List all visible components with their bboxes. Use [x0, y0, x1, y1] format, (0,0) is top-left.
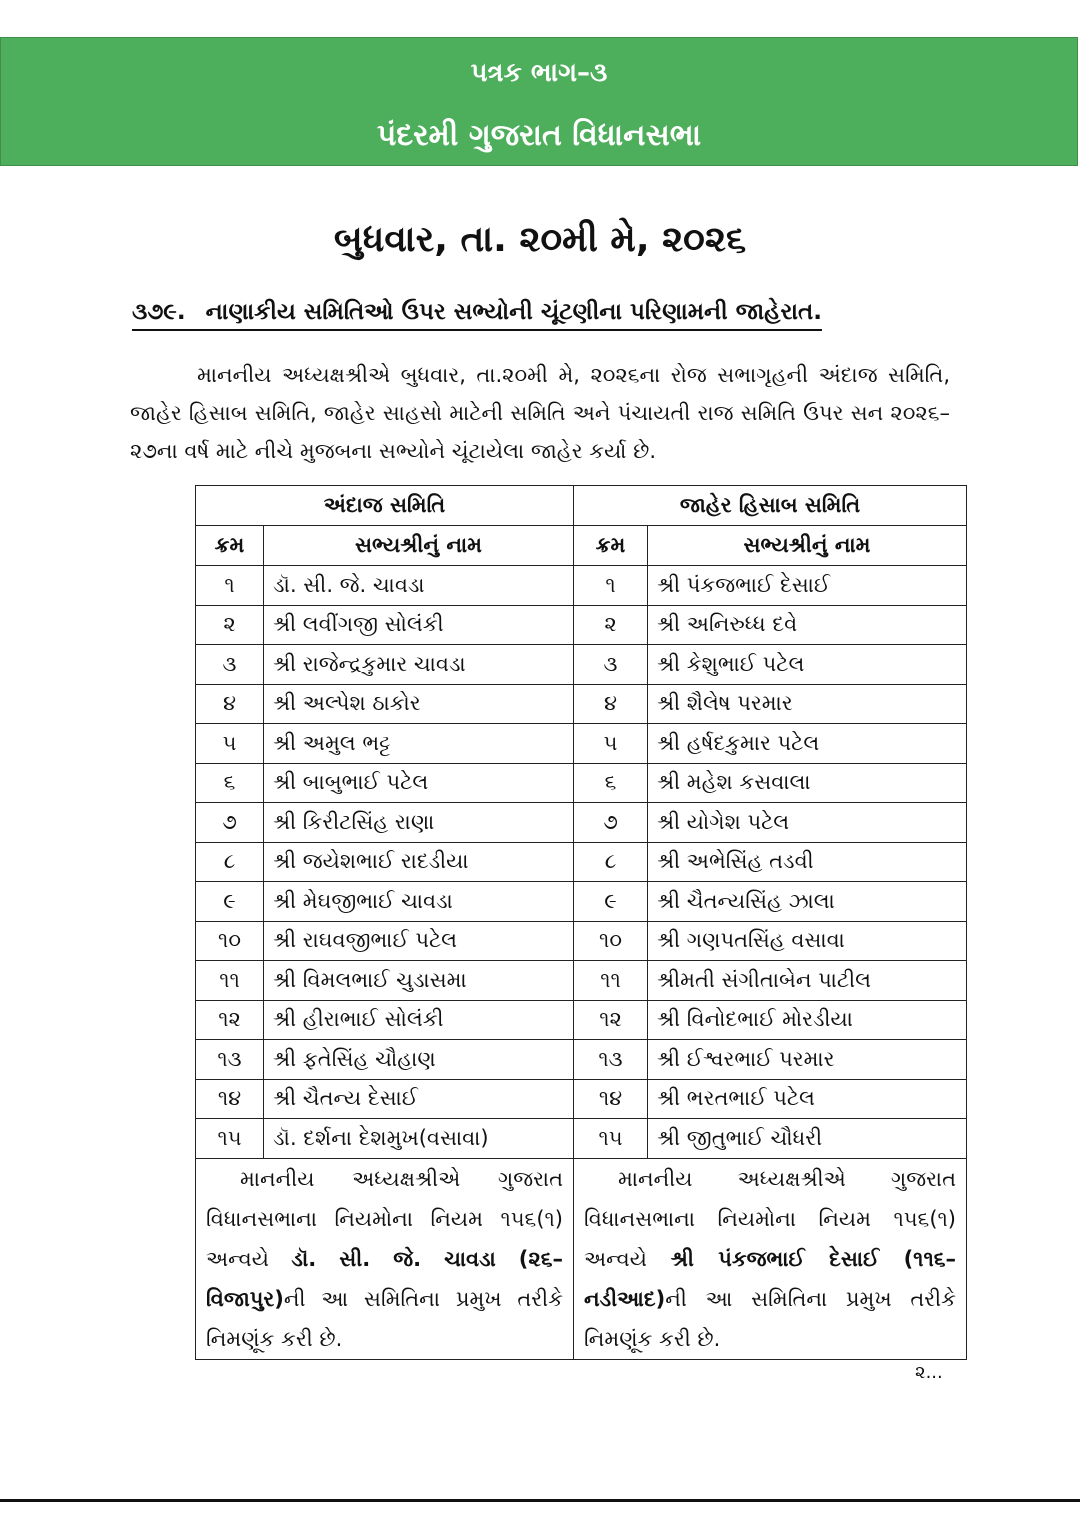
member-name-cell: શ્રી શૈલેષ પરમાર	[648, 684, 967, 724]
serial-number-cell: ૧૧	[196, 961, 264, 1001]
committee-table	[195, 485, 967, 1360]
serial-number-cell: ૧૨	[574, 1000, 648, 1040]
member-name-cell: શ્રીમતી સંગીતાબેન પાટીલ	[648, 961, 967, 1001]
member-name-cell: શ્રી ઈશ્વરભાઈ પરમાર	[648, 1040, 967, 1080]
chairman-note	[574, 1158, 967, 1359]
member-name-cell: શ્રી ગણપતસિંહ વસાવા	[648, 921, 967, 961]
serial-number-cell: ૨	[574, 605, 648, 645]
serial-number-cell: ૧૪	[574, 1079, 648, 1119]
serial-number-cell: ૬	[574, 763, 648, 803]
serial-number-cell: ૨	[196, 605, 264, 645]
chairman-note-row	[196, 1158, 967, 1359]
name-column-header: સભ્યશ્રીનું નામ	[264, 526, 574, 566]
section-number: ૩૭૯.	[132, 299, 186, 325]
serial-number-cell: ૪	[574, 684, 648, 724]
member-name-cell: ડૉ. સી. જે. ચાવડા	[264, 566, 574, 606]
member-name-cell: શ્રી અનિરુધ્ધ દવે	[648, 605, 967, 645]
member-name-cell: શ્રી ચૈતન્યસિંહ ઝાલા	[648, 882, 967, 922]
public-accounts-committee-header: જાહેર હિસાબ સમિતિ	[574, 486, 967, 526]
member-name-cell: શ્રી લવીંગજી સોલંકી	[264, 605, 574, 645]
member-name-cell: શ્રી મહેશ કસવાલા	[648, 763, 967, 803]
chairman-name: ડૉ. સી. જે. ચાવડા (૨૬–વિજાપુર)	[206, 1246, 563, 1311]
member-name-cell: શ્રી મેઘજીભાઈ ચાવડા	[264, 882, 574, 922]
serial-number-cell: ૧૩	[196, 1040, 264, 1080]
table-row	[196, 684, 967, 724]
assembly-title: પંદરમી ગુજરાત વિધાનસભા	[376, 118, 702, 153]
table-row	[196, 921, 967, 961]
serial-column-header: ક્રમ	[196, 526, 264, 566]
member-name-cell: શ્રી રાજેન્દ્રકુમાર ચાવડા	[264, 645, 574, 685]
table-row	[196, 605, 967, 645]
serial-number-cell: ૭	[196, 803, 264, 843]
member-name-cell: શ્રી પંકજભાઈ દેસાઈ	[648, 566, 967, 606]
section-heading	[132, 296, 822, 331]
serial-number-cell: ૧૦	[574, 921, 648, 961]
serial-number-cell: ૪	[196, 684, 264, 724]
table-row	[196, 645, 967, 685]
serial-number-cell: ૩	[574, 645, 648, 685]
serial-number-cell: ૮	[574, 842, 648, 882]
table-row	[196, 1000, 967, 1040]
serial-number-cell: ૧૪	[196, 1079, 264, 1119]
chairman-note	[196, 1158, 574, 1359]
member-name-cell: શ્રી હીરાભાઈ સોલંકી	[264, 1000, 574, 1040]
column-header-row	[196, 526, 967, 566]
chairman-note-lead: માનનીય અધ્યક્ષશ્રીએ ગુજરાત વિધાનસભાના નિયમોના નિયમ ૧૫૬(૧) અન્વયે	[206, 1166, 563, 1271]
member-name-cell: શ્રી અલ્પેશ ઠાકોર	[264, 684, 574, 724]
member-name-cell: શ્રી કિરીટસિંહ રાણા	[264, 803, 574, 843]
serial-number-cell: ૭	[574, 803, 648, 843]
table-row	[196, 882, 967, 922]
member-name-cell: શ્રી યોગેશ પટેલ	[648, 803, 967, 843]
name-column-header: સભ્યશ્રીનું નામ	[648, 526, 967, 566]
serial-number-cell: ૧	[196, 566, 264, 606]
serial-number-cell: ૮	[196, 842, 264, 882]
serial-number-cell: ૩	[196, 645, 264, 685]
serial-number-cell: ૧૫	[574, 1119, 648, 1159]
header-banner	[0, 37, 1078, 166]
member-name-cell: શ્રી ભરતભાઈ પટેલ	[648, 1079, 967, 1119]
serial-number-cell: ૯	[196, 882, 264, 922]
member-name-cell: શ્રી અભેસિંહ તડવી	[648, 842, 967, 882]
publication-part-title: પત્રક ભાગ–૩	[470, 58, 608, 88]
estimates-committee-header: અંદાજ સમિતિ	[196, 486, 574, 526]
serial-number-cell: ૧૨	[196, 1000, 264, 1040]
serial-number-cell: ૯	[574, 882, 648, 922]
serial-number-cell: ૧૦	[196, 921, 264, 961]
serial-column-header: ક્રમ	[574, 526, 648, 566]
member-name-cell: શ્રી અમુલ ભટ્ટ	[264, 724, 574, 764]
member-name-cell: ડૉ. દર્શના દેશમુખ(વસાવા)	[264, 1119, 574, 1159]
footer-rule	[0, 1499, 1080, 1502]
table-row	[196, 842, 967, 882]
table-row	[196, 1040, 967, 1080]
table-row	[196, 763, 967, 803]
chairman-note-tail: ની આ સમિતિના પ્રમુખ તરીકે નિમણૂંક કરી છે.	[584, 1286, 956, 1351]
chairman-note-lead: માનનીય અધ્યક્ષશ્રીએ ગુજરાત વિધાનસભાના નિયમોના નિયમ ૧૫૬(૧) અન્વયે	[584, 1166, 956, 1271]
serial-number-cell: ૧૫	[196, 1119, 264, 1159]
chairman-note-tail: ની આ સમિતિના પ્રમુખ તરીકે નિમણૂંક કરી છે.	[206, 1286, 563, 1351]
section-title: નાણાકીય સમિતિઓ ઉપર સભ્યોની ચૂંટણીના પરિણામની જાહેરાત.	[205, 299, 823, 325]
member-name-cell: શ્રી બાબુભાઈ પટેલ	[264, 763, 574, 803]
table-row	[196, 803, 967, 843]
intro-paragraph: માનનીય અધ્યક્ષશ્રીએ બુધવાર, તા.૨૦મી મે, ૨૦૨૬ના રોજ સભાગૃહની અંદાજ સમિતિ, જાહેર હિસાબ સમિતિ, જાહેર સાહસો માટેની સમિતિ અને પંચાયતી રાજ સમિતિ ઉપર સન ૨૦૨૬–૨૭ના વર્ષ માટે નીચે મુજબના સભ્યોને ચૂંટાયેલા જાહેર કર્યા છે.	[130, 363, 950, 463]
member-name-cell: શ્રી ફતેસિંહ ચૌહાણ	[264, 1040, 574, 1080]
table-row	[196, 566, 967, 606]
member-name-cell: શ્રી કેશુભાઈ પટેલ	[648, 645, 967, 685]
table-row	[196, 1119, 967, 1159]
member-name-cell: શ્રી જયેશભાઈ રાદડીયા	[264, 842, 574, 882]
serial-number-cell: ૫	[574, 724, 648, 764]
member-name-cell: શ્રી વિમલભાઈ ચુડાસમા	[264, 961, 574, 1001]
table-row	[196, 961, 967, 1001]
table-row	[196, 1079, 967, 1119]
member-name-cell: શ્રી રાઘવજીભાઈ પટેલ	[264, 921, 574, 961]
chairman-name: શ્રી પંકજભાઈ દેસાઈ (૧૧૬–નડીઆદ)	[584, 1246, 957, 1311]
serial-number-cell: ૧૩	[574, 1040, 648, 1080]
member-name-cell: શ્રી વિનોદભાઈ મોરડીયા	[648, 1000, 967, 1040]
member-name-cell: શ્રી ચૈતન્ય દેસાઈ	[264, 1079, 574, 1119]
sitting-date: બુધવાર, તા. ૨૦મી મે, ૨૦૨૬	[333, 219, 747, 260]
member-name-cell: શ્રી હર્ષદકુમાર પટેલ	[648, 724, 967, 764]
page-continuation-marker: ૨...	[915, 1362, 943, 1383]
committee-header-row	[196, 486, 967, 526]
member-name-cell: શ્રી જીતુભાઈ ચૌધરી	[648, 1119, 967, 1159]
serial-number-cell: ૬	[196, 763, 264, 803]
serial-number-cell: ૧	[574, 566, 648, 606]
serial-number-cell: ૫	[196, 724, 264, 764]
serial-number-cell: ૧૧	[574, 961, 648, 1001]
table-row	[196, 724, 967, 764]
